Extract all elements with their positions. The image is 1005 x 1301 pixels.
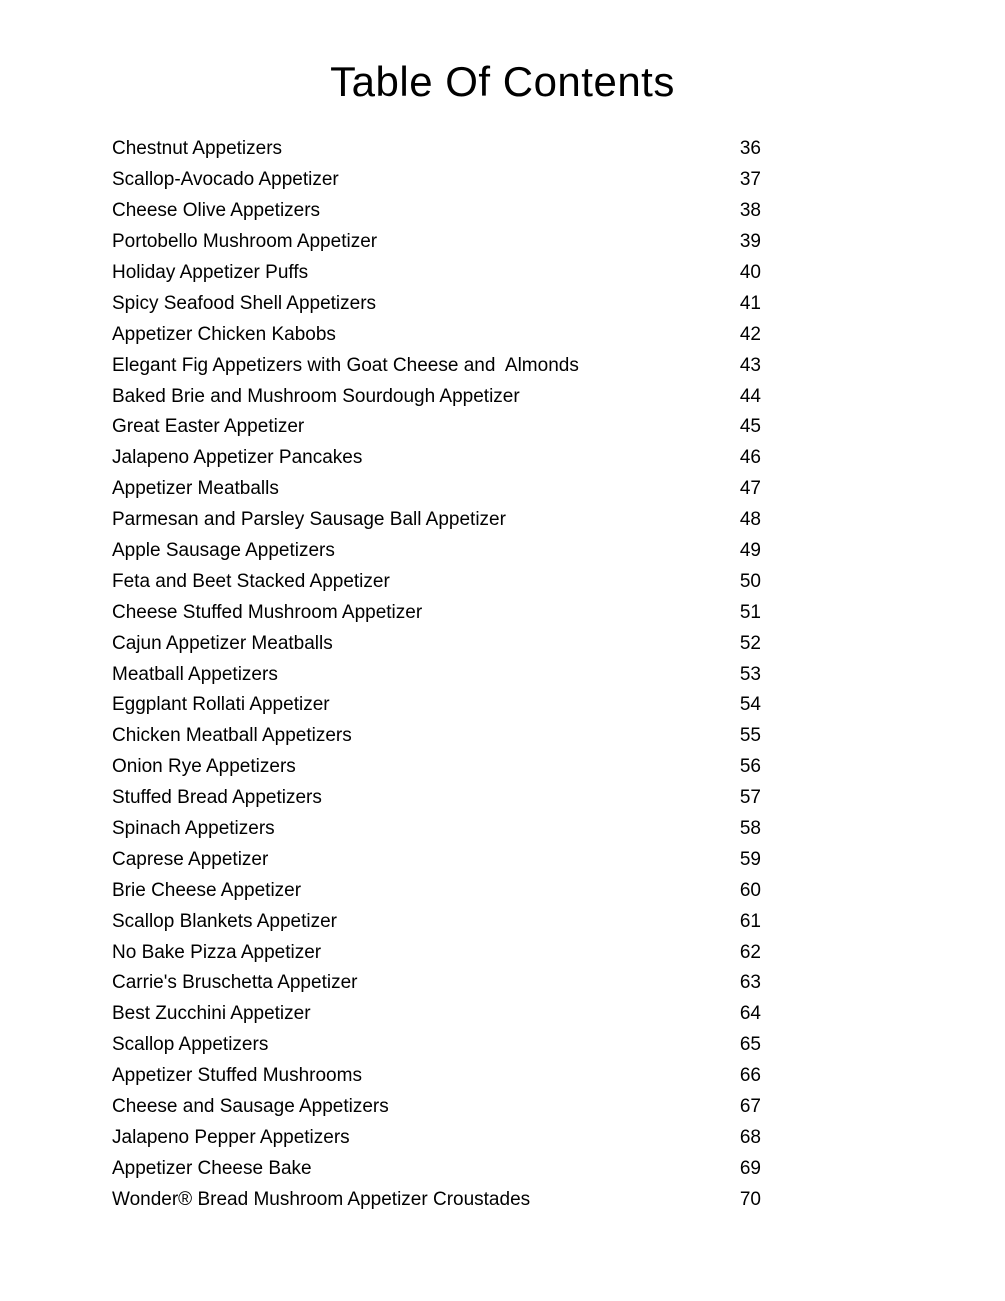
toc-entry[interactable] xyxy=(112,629,761,660)
toc-entry-title: Appetizer Stuffed Mushrooms xyxy=(112,1065,362,1087)
toc-entry[interactable] xyxy=(112,258,761,289)
toc-entry-page-number: 43 xyxy=(739,354,761,376)
toc-entry-page-number: 52 xyxy=(739,632,761,654)
toc-entry-title: Holiday Appetizer Puffs xyxy=(112,261,309,283)
toc-entry[interactable] xyxy=(112,165,761,196)
toc-entry-page-number: 48 xyxy=(739,509,761,531)
toc-entry-page-number: 38 xyxy=(739,200,761,222)
toc-entry[interactable] xyxy=(112,536,761,567)
toc-entry-page-number: 41 xyxy=(739,292,761,314)
toc-entry[interactable] xyxy=(112,907,761,938)
toc-entry-page-number: 69 xyxy=(739,1157,761,1179)
toc-entry-page-number: 70 xyxy=(739,1188,761,1210)
toc-entry-title: Spicy Seafood Shell Appetizers xyxy=(112,292,377,314)
toc-entry-title: Cheese Olive Appetizers xyxy=(112,200,321,222)
toc-entry[interactable] xyxy=(112,1030,761,1061)
toc-entry[interactable] xyxy=(112,196,761,227)
toc-entry-page-number: 45 xyxy=(739,416,761,438)
toc-entry-page-number: 66 xyxy=(739,1065,761,1087)
toc-entry-title: Cheese Stuffed Mushroom Appetizer xyxy=(112,601,423,623)
toc-entry-title: Scallop Appetizers xyxy=(112,1034,269,1056)
toc-entry[interactable] xyxy=(112,567,761,598)
toc-entry-page-number: 59 xyxy=(739,848,761,870)
toc-entry-page-number: 51 xyxy=(739,601,761,623)
toc-entry-title: Scallop-Avocado Appetizer xyxy=(112,169,339,191)
toc-entry-title: Appetizer Chicken Kabobs xyxy=(112,323,336,345)
toc-entry-page-number: 60 xyxy=(739,879,761,901)
toc-entry-title: Wonder® Bread Mushroom Appetizer Croustades xyxy=(112,1188,531,1210)
toc-entry-page-number: 68 xyxy=(739,1126,761,1148)
toc-entry[interactable] xyxy=(112,721,761,752)
toc-entry-page-number: 62 xyxy=(739,941,761,963)
page-title: Table Of Contents xyxy=(330,58,675,105)
toc-entry-title: Scallop Blankets Appetizer xyxy=(112,910,337,932)
toc-entry-title: Onion Rye Appetizers xyxy=(112,756,296,778)
toc-entry[interactable] xyxy=(112,443,761,474)
toc-entry-title: Appetizer Cheese Bake xyxy=(112,1157,312,1179)
toc-entry-page-number: 55 xyxy=(739,725,761,747)
toc-entry-title: Feta and Beet Stacked Appetizer xyxy=(112,570,390,592)
toc-entry-page-number: 39 xyxy=(739,231,761,253)
toc-entry[interactable] xyxy=(112,505,761,536)
toc-entry-title: Carrie's Bruschetta Appetizer xyxy=(112,972,358,994)
toc-entry-title: Meatball Appetizers xyxy=(112,663,278,685)
toc-entry-title: Jalapeno Pepper Appetizers xyxy=(112,1126,350,1148)
toc-entry-page-number: 46 xyxy=(739,447,761,469)
toc-entry-page-number: 64 xyxy=(739,1003,761,1025)
toc-entry-title: Parmesan and Parsley Sausage Ball Appetizer xyxy=(112,509,506,531)
toc-entry-page-number: 54 xyxy=(739,694,761,716)
toc-entry-title: Great Easter Appetizer xyxy=(112,416,305,438)
toc-entry[interactable] xyxy=(112,289,761,320)
toc-entry[interactable] xyxy=(112,474,761,505)
toc-entry-page-number: 40 xyxy=(739,261,761,283)
toc-entry[interactable] xyxy=(112,876,761,907)
toc-entry[interactable] xyxy=(112,1154,761,1185)
toc-entry[interactable] xyxy=(112,999,761,1030)
toc-entry[interactable] xyxy=(112,227,761,258)
toc-entry-title: Chicken Meatball Appetizers xyxy=(112,725,352,747)
toc-entry-title: Caprese Appetizer xyxy=(112,848,269,870)
toc-entry[interactable] xyxy=(112,845,761,876)
toc-entry-page-number: 57 xyxy=(739,787,761,809)
toc-entry-title: Chestnut Appetizers xyxy=(112,138,283,160)
toc-entry-page-number: 42 xyxy=(739,323,761,345)
toc-entry-title: Brie Cheese Appetizer xyxy=(112,879,302,901)
toc-entry[interactable] xyxy=(112,660,761,691)
toc-entry-page-number: 56 xyxy=(739,756,761,778)
toc-entry-title: Stuffed Bread Appetizers xyxy=(112,787,322,809)
toc-entry[interactable] xyxy=(112,598,761,629)
toc-entry-title: Elegant Fig Appetizers with Goat Cheese and Almonds xyxy=(112,354,579,376)
toc-entry[interactable] xyxy=(112,814,761,845)
toc-entry[interactable] xyxy=(112,134,761,165)
toc-entry-title: Portobello Mushroom Appetizer xyxy=(112,231,378,253)
toc-entry-page-number: 63 xyxy=(739,972,761,994)
toc-entry-page-number: 65 xyxy=(739,1034,761,1056)
toc-entry[interactable] xyxy=(112,382,761,413)
toc-entry-title: Apple Sausage Appetizers xyxy=(112,539,335,561)
toc-entry-page-number: 37 xyxy=(739,169,761,191)
toc-entry[interactable] xyxy=(112,968,761,999)
toc-entry[interactable] xyxy=(112,752,761,783)
toc-entry[interactable] xyxy=(112,783,761,814)
toc-entry-page-number: 67 xyxy=(739,1096,761,1117)
toc-entry[interactable] xyxy=(112,1092,761,1123)
toc-entry-title: No Bake Pizza Appetizer xyxy=(112,941,322,963)
toc-entry[interactable] xyxy=(112,938,761,969)
toc-entry-page-number: 58 xyxy=(739,817,761,839)
toc-entry-page-number: 50 xyxy=(739,570,761,592)
toc-entry-title: Cheese and Sausage Appetizers xyxy=(112,1096,389,1117)
toc-entry-title: Best Zucchini Appetizer xyxy=(112,1003,311,1025)
toc-entry-title: Cajun Appetizer Meatballs xyxy=(112,632,333,654)
toc-entry[interactable] xyxy=(112,320,761,351)
toc-entry-title: Jalapeno Appetizer Pancakes xyxy=(112,447,363,469)
toc-entry[interactable] xyxy=(112,1061,761,1092)
toc-entry-page-number: 49 xyxy=(739,539,761,561)
toc-entry-page-number: 47 xyxy=(739,478,761,500)
toc-entry-title: Appetizer Meatballs xyxy=(112,478,279,500)
toc-entry-page-number: 53 xyxy=(739,663,761,685)
toc-entry[interactable] xyxy=(112,351,761,382)
toc-entry-page-number: 44 xyxy=(739,385,761,407)
toc-entry[interactable] xyxy=(112,412,761,443)
toc-entry-title: Baked Brie and Mushroom Sourdough Appetizer xyxy=(112,385,520,407)
toc-list xyxy=(112,134,761,1215)
toc-entry-page-number: 61 xyxy=(739,910,761,932)
toc-entry-title: Eggplant Rollati Appetizer xyxy=(112,694,330,716)
toc-entry-page-number: 36 xyxy=(739,138,761,160)
toc-entry[interactable] xyxy=(112,1185,761,1216)
toc-entry-title: Spinach Appetizers xyxy=(112,817,275,839)
toc-entry[interactable] xyxy=(112,690,761,721)
toc-entry[interactable] xyxy=(112,1123,761,1154)
